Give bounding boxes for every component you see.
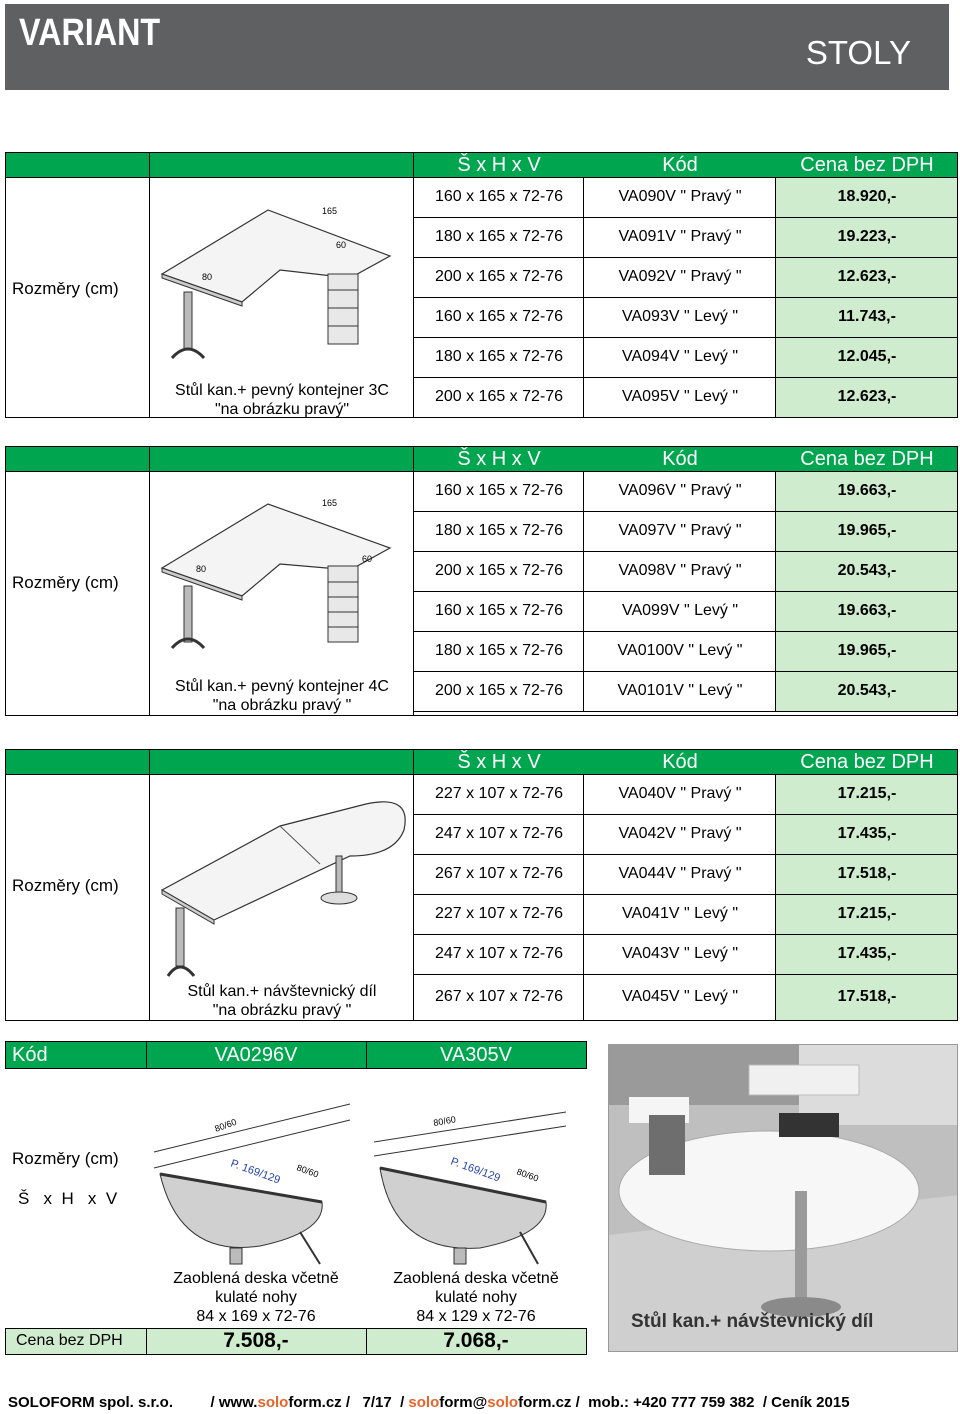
table-cell: 12.045,- — [776, 338, 958, 378]
table-cell: 19.663,- — [776, 592, 958, 632]
svg-text:80/60: 80/60 — [213, 1116, 238, 1134]
column-size: Š x H x V — [457, 448, 541, 470]
table-cell: 160 x 165 x 72-76 — [414, 298, 584, 338]
product-caption: Stůl kan.+ pevný kontejner 4C "na obrázku pravý " — [175, 678, 389, 714]
table-cell: VA094V " Levý " — [584, 338, 776, 378]
page-header — [5, 4, 949, 90]
table-cell: 19.663,- — [776, 472, 958, 512]
table-cell: VA0101V " Levý " — [584, 672, 776, 712]
svg-text:165: 165 — [322, 498, 338, 508]
dims-label: Rozměry (cm) — [12, 1149, 119, 1168]
column-code: Kód — [662, 448, 698, 470]
footer-catalog: / Ceník 2015 — [762, 1394, 850, 1411]
table-cell: 160 x 165 x 72-76 — [414, 592, 584, 632]
svg-text:80: 80 — [196, 564, 207, 574]
table-cell: 18.920,- — [776, 178, 958, 218]
price-label: Cena bez DPH — [16, 1332, 123, 1349]
table-cell: 267 x 107 x 72-76 — [414, 975, 584, 1021]
svg-text:60: 60 — [336, 240, 347, 250]
table-cell: 200 x 165 x 72-76 — [414, 258, 584, 298]
table-cell: VA0100V " Levý " — [584, 632, 776, 672]
table-cell: 160 x 165 x 72-76 — [414, 178, 584, 218]
desk-visitor-drawing — [150, 790, 412, 980]
table-cell: 200 x 165 x 72-76 — [414, 378, 584, 418]
table-cell: 19.223,- — [776, 218, 958, 258]
brand-logo: VARIANT — [19, 12, 161, 54]
table-cell: 247 x 107 x 72-76 — [414, 815, 584, 855]
table-cell: VA090V " Pravý " — [584, 178, 776, 218]
table-cell: 200 x 165 x 72-76 — [414, 672, 584, 712]
table-cell: 227 x 107 x 72-76 — [414, 895, 584, 935]
price-va305v: 7.068,- — [443, 1329, 509, 1352]
table-cell: VA045V " Levý " — [584, 975, 776, 1021]
table-cell: 17.435,- — [776, 935, 958, 975]
table-cell: 17.518,- — [776, 855, 958, 895]
column-price: Cena bez DPH — [800, 751, 934, 773]
table-cell: VA096V " Pravý " — [584, 472, 776, 512]
table-cell: 227 x 107 x 72-76 — [414, 775, 584, 815]
table-cell: 19.965,- — [776, 632, 958, 672]
svg-text:P. 169/129: P. 169/129 — [448, 1155, 502, 1185]
price-va0296v: 7.508,- — [223, 1329, 289, 1352]
product-caption: Stůl kan.+ pevný kontejner 3C "na obrázku pravý" — [175, 382, 389, 418]
svg-text:80/60: 80/60 — [432, 1114, 457, 1128]
table-cell: VA093V " Levý " — [584, 298, 776, 338]
footer-company: SOLOFORM spol. s.r.o. — [8, 1394, 174, 1411]
table-cell: 17.215,- — [776, 775, 958, 815]
table-cell: 12.623,- — [776, 378, 958, 418]
table-cell: VA044V " Pravý " — [584, 855, 776, 895]
table-cell: 160 x 165 x 72-76 — [414, 472, 584, 512]
table-cell: 247 x 107 x 72-76 — [414, 935, 584, 975]
dims-order-label: Š x H x V — [18, 1189, 118, 1208]
code-label: Kód — [12, 1044, 48, 1066]
table-cell: 19.965,- — [776, 512, 958, 552]
table-cell: VA098V " Pravý " — [584, 552, 776, 592]
table-cell: VA042V " Pravý " — [584, 815, 776, 855]
round-desk-drawing-1 — [150, 1082, 360, 1267]
round-desk-drawing-2 — [370, 1082, 585, 1267]
product-caption: Stůl kan.+ návštevnický díl "na obrázku pravý " — [187, 983, 377, 1019]
page-title: STOLY — [805, 34, 911, 71]
page-footer: SOLOFORM spol. s.r.o. / www.soloform.cz / 7/17 / soloform@soloform.cz / mob.: +420 777 759 382 / Ceník 2015 — [8, 1394, 850, 1411]
desk-drawing-4c — [150, 482, 412, 662]
table-cell: 17.518,- — [776, 975, 958, 1021]
column-size: Š x H x V — [457, 154, 541, 176]
table-cell: 180 x 165 x 72-76 — [414, 338, 584, 378]
table-cell: 180 x 165 x 72-76 — [414, 218, 584, 258]
table-cell: 20.543,- — [776, 552, 958, 592]
footer-web-brand: solo — [257, 1394, 289, 1411]
code-va305v: VA305V — [440, 1044, 512, 1066]
table-cell: 200 x 165 x 72-76 — [414, 552, 584, 592]
table-cell: 267 x 107 x 72-76 — [414, 855, 584, 895]
table-cell: 20.543,- — [776, 672, 958, 712]
table-cell: 17.215,- — [776, 895, 958, 935]
dims-label: Rozměry (cm) — [12, 573, 119, 592]
column-price: Cena bez DPH — [800, 154, 934, 176]
table-cell: 11.743,- — [776, 298, 958, 338]
table-cell: VA040V " Pravý " — [584, 775, 776, 815]
svg-text:60: 60 — [362, 554, 373, 564]
table-cell: VA091V " Pravý " — [584, 218, 776, 258]
table-cell: VA099V " Levý " — [584, 592, 776, 632]
table-cell: VA043V " Levý " — [584, 935, 776, 975]
svg-text:165: 165 — [322, 206, 338, 216]
photo-caption: Stůl kan.+ návštevnický díl — [631, 1311, 874, 1332]
footer-mobile: mob.: +420 777 759 382 — [588, 1394, 755, 1411]
table-cell: 180 x 165 x 72-76 — [414, 632, 584, 672]
column-size: Š x H x V — [457, 751, 541, 773]
column-price: Cena bez DPH — [800, 448, 934, 470]
dims-label: Rozměry (cm) — [12, 876, 119, 895]
column-code: Kód — [662, 751, 698, 773]
code-va0296v: VA0296V — [214, 1044, 298, 1066]
svg-text:80/60: 80/60 — [515, 1166, 540, 1184]
table-cell: VA041V " Levý " — [584, 895, 776, 935]
table-cell: VA097V " Pravý " — [584, 512, 776, 552]
table-cell: 180 x 165 x 72-76 — [414, 512, 584, 552]
office-photo — [608, 1044, 958, 1352]
svg-text:80/60: 80/60 — [295, 1162, 320, 1180]
item-description-1: Zaoblená deska včetně kulaté nohy 84 x 169 x 72-76 — [173, 1270, 339, 1325]
table-cell: 17.435,- — [776, 815, 958, 855]
dims-label: Rozměry (cm) — [12, 279, 119, 298]
svg-text:P. 169/129: P. 169/129 — [228, 1157, 282, 1187]
table-cell: VA095V " Levý " — [584, 378, 776, 418]
column-code: Kód — [662, 154, 698, 176]
item-description-2: Zaoblená deska včetně kulaté nohy 84 x 129 x 72-76 — [393, 1270, 559, 1325]
table-cell: VA092V " Pravý " — [584, 258, 776, 298]
table-cell: 12.623,- — [776, 258, 958, 298]
svg-text:80: 80 — [202, 272, 213, 282]
desk-drawing-3c — [150, 190, 412, 370]
footer-page-number: 7/17 — [362, 1394, 392, 1411]
